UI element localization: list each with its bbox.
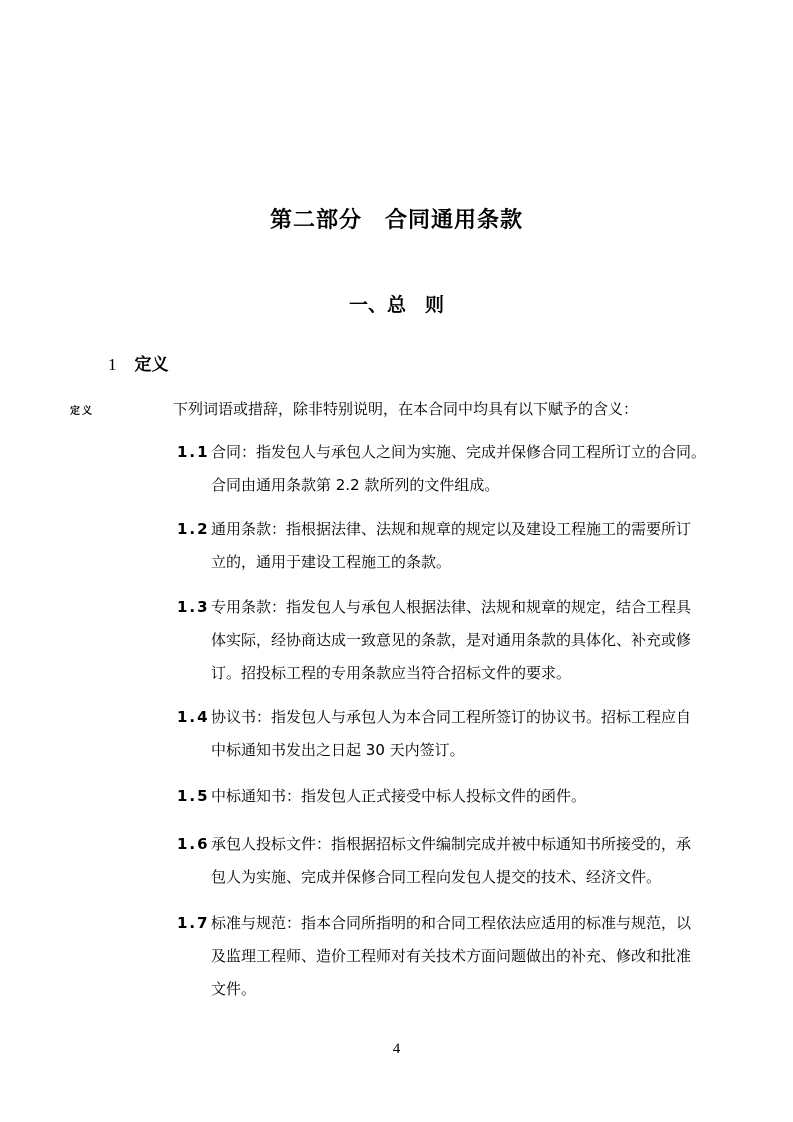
clause-text: 合同由通用条款第 2.2 款所列的文件组成。	[211, 476, 500, 494]
clause-text: 订。招投标工程的专用条款应当符合招标文件的要求。	[211, 664, 572, 682]
clause-text: 协议书：指发包人与承包人为本合同工程所签订的协议书。招标工程应自	[211, 708, 692, 726]
clause-text: 体实际，经协商达成一致意见的条款，是对通用条款的具体化、补充或修	[211, 631, 692, 649]
clause-number: 1.3	[177, 598, 210, 616]
clause-number: 1.2	[177, 520, 210, 538]
clause-number: 1.4	[177, 708, 210, 726]
clause-text: 中标通知书发出之日起 30 天内签订。	[211, 741, 465, 759]
clause-text: 通用条款：指根据法律、法规和规章的规定以及建设工程施工的需要所订	[211, 520, 692, 538]
clause-1-3	[177, 591, 727, 690]
clause-text: 标准与规范：指本合同所指明的和合同工程依法应适用的标准与规范，以	[211, 914, 692, 932]
clause-text: 专用条款：指发包人与承包人根据法律、法规和规章的规定，结合工程具	[211, 598, 692, 616]
clause-number: 1.6	[177, 835, 210, 853]
page-number: 4	[392, 1041, 401, 1057]
section-title: 定义	[134, 355, 169, 375]
clause-text: 及监理工程师、造价工程师对有关技术方面问题做出的补充、修改和批准	[211, 947, 692, 965]
clause-number: 1.7	[177, 914, 210, 932]
page-title: 第二部分 合同通用条款	[269, 208, 523, 233]
section-number: 1	[108, 355, 117, 374]
clause-1-5	[177, 780, 727, 813]
clause-number: 1.5	[177, 787, 210, 805]
clause-text: 立的，通用于建设工程施工的条款。	[211, 553, 452, 571]
margin-note: 定义	[70, 406, 94, 417]
clause-text: 包人为实施、完成并保修合同工程向发包人提交的技术、经济文件。	[211, 868, 662, 886]
clause-text: 中标通知书：指发包人正式接受中标人投标文件的函件。	[211, 787, 587, 805]
clause-text: 承包人投标文件：指根据招标文件编制完成并被中标通知书所接受的，承	[211, 835, 692, 853]
clause-text: 合同：指发包人与承包人之间为实施、完成并保修合同工程所订立的合同。	[211, 443, 707, 461]
section-heading	[108, 350, 169, 375]
clause-number: 1.1	[177, 443, 210, 461]
clause-1-1	[177, 436, 727, 502]
clause-text: 文件。	[211, 980, 257, 998]
clause-1-2	[177, 513, 727, 579]
clause-1-4	[177, 701, 727, 767]
clause-1-6	[177, 828, 727, 894]
chapter-title: 一、总 则	[348, 294, 444, 316]
intro-paragraph: 下列词语或措辞，除非特别说明，在本合同中均具有以下赋予的含义：	[173, 400, 639, 418]
clause-1-7	[177, 907, 727, 1006]
